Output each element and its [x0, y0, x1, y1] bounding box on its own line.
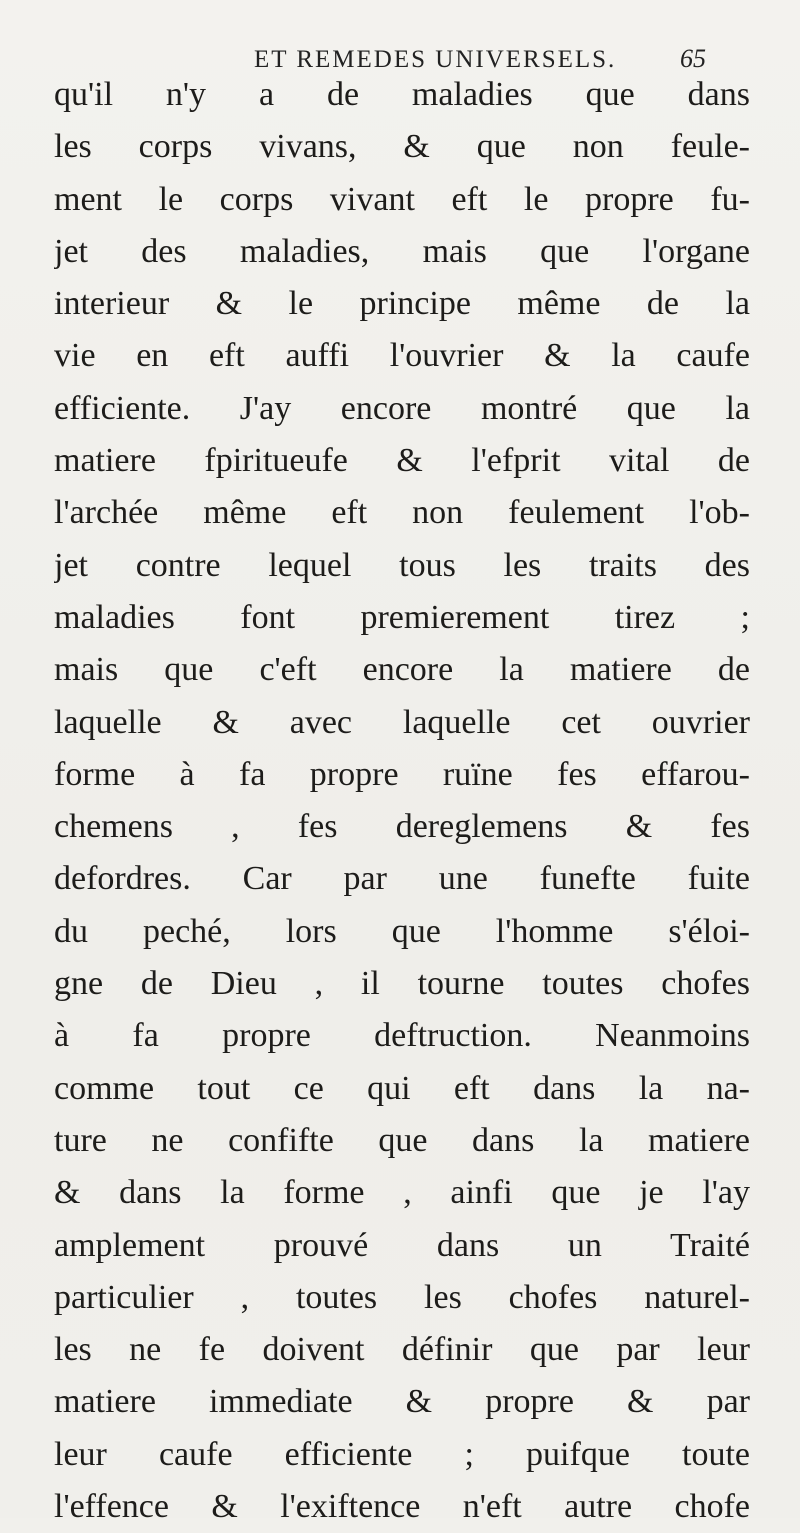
text-line: vie en eft auffi l'ouvrier & la caufe: [54, 337, 750, 375]
text-line: gne de Dieu , il tourne toutes chofes: [54, 965, 750, 1003]
text-line: matiere fpiritueufe & l'efprit vital de: [54, 442, 750, 480]
text-line: ment le corps vivant eft le propre fu-: [54, 180, 750, 218]
text-line: matiere immediate & propre & par: [54, 1383, 750, 1421]
text-line: interieur & le principe même de la: [54, 285, 750, 323]
text-line: l'archée même eft non feulement l'ob-: [54, 494, 750, 532]
text-line: maladies font premierement tirez ;: [54, 598, 750, 636]
text-line: particulier , toutes les chofes naturel-: [54, 1278, 750, 1316]
text-line: du peché, lors que l'homme s'éloi-: [54, 912, 750, 950]
body-text: [54, 69, 794, 1533]
text-line: efficiente. J'ay encore montré que la: [54, 389, 750, 427]
text-line: jet des maladies, mais que l'organe: [54, 232, 750, 270]
text-line: ture ne confifte que dans la matiere: [54, 1121, 750, 1159]
text-line: chemens , fes dereglemens & fes: [54, 808, 750, 846]
text-line: mais que c'eft encore la matiere de: [54, 651, 750, 689]
text-line: jet contre lequel tous les traits des: [54, 546, 750, 584]
text-line: leur caufe efficiente ; puifque toute: [54, 1435, 750, 1473]
text-line: l'effence & l'exiftence n'eft autre chofe: [54, 1488, 750, 1526]
text-line: forme à fa propre ruïne fes effarou-: [54, 755, 750, 793]
running-title: ET REMEDES UNIVERSELS.: [254, 46, 617, 73]
text-line: qu'il n'y a de maladies que dans: [54, 76, 750, 113]
text-line: laquelle & avec laquelle cet ouvrier: [54, 703, 750, 741]
text-line: defordres. Car par une funefte fuite: [54, 860, 750, 898]
text-line: à fa propre deftruction. Neanmoins: [54, 1017, 750, 1055]
text-line: comme tout ce qui eft dans la na-: [54, 1069, 750, 1107]
text-line: & dans la forme , ainfi que je l'ay: [54, 1174, 750, 1212]
text-line: amplement prouvé dans un Traité: [54, 1226, 750, 1264]
text-line: les corps vivans, & que non feule-: [54, 128, 750, 166]
page-number: 65: [680, 44, 706, 73]
text-line: les ne fe doivent définir que par leur: [54, 1331, 750, 1369]
